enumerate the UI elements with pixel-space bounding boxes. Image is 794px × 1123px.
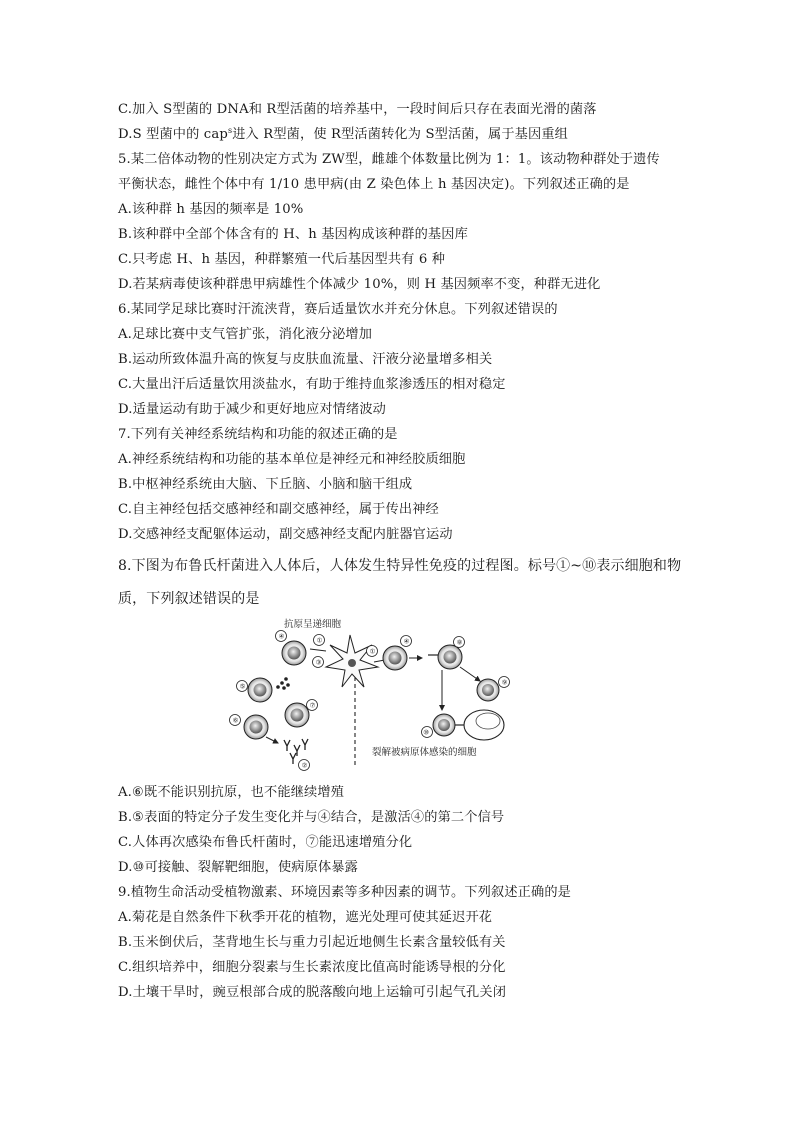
marker-6-text: ⑥: [232, 716, 239, 725]
marker-8-text: ⑧: [456, 638, 463, 647]
q6-option-c: C.大量出汗后适量饮用淡盐水，有助于维持血浆渗透压的相对稳定: [118, 377, 506, 392]
target-cell: [464, 710, 504, 740]
cell-5: [248, 678, 272, 702]
cell-4-left: [282, 641, 306, 665]
marker-9-text: ⑨: [501, 678, 508, 687]
q5-option-a: A.该种群 h 基因的频率是 10%: [118, 202, 304, 217]
q8-option-b: B.⑤表面的特定分子发生变化并与④结合，是激活④的第二个信号: [118, 810, 505, 825]
target-label: 裂解被病原体感染的细胞: [372, 747, 477, 758]
apc-cell: [326, 635, 378, 687]
q6-option-d: D.适量运动有助于减少和更好地应对情绪波动: [118, 402, 387, 417]
q8-stem-line1: 8.下图为布鲁氏杆菌进入人体后，人体发生特异性免疫的过程图。标号①~⑩表示细胞和物: [118, 558, 682, 574]
q8-stem-line2: 质，下列叙述错误的是: [118, 591, 260, 607]
q5-stem-line1: 5.某二倍体动物的性别决定方式为 ZW型，雌雄个体数量比例为 1：1。该动物种群处于遗传: [118, 152, 660, 167]
cell-4-right: [383, 646, 407, 670]
cell-10: [433, 714, 455, 736]
q6-option-a: A.足球比赛中支气管扩张，消化液分泌增加: [118, 327, 373, 342]
marker-2-text: ②: [301, 761, 308, 770]
q8-option-c: C.人体再次感染布鲁氏杆菌时，⑦能迅速增殖分化: [118, 835, 413, 850]
marker-1-top-text: ①: [316, 636, 323, 645]
cell-7: [285, 703, 309, 727]
arrow-8-9: [460, 667, 480, 681]
q9-option-d: D.土壤干旱时，豌豆根部合成的脱落酸向地上运输可引起气孔关闭: [118, 985, 507, 1000]
q6-option-b: B.运动所致体温升高的恢复与皮肤血流量、汗液分泌量增多相关: [118, 352, 493, 367]
q7-stem: 7.下列有关神经系统结构和功能的叙述正确的是: [118, 427, 398, 442]
marker-3-text: ③: [315, 658, 322, 667]
q7-option-d: D.交感神经支配躯体运动，副交感神经支配内脏器官运动: [118, 527, 453, 542]
immune-process-diagram: [222, 615, 542, 780]
q5-option-c: C.只考虑 H、h 基因，种群繁殖一代后基因型共有 6 种: [118, 252, 446, 267]
q7-option-c: C.自主神经包括交感神经和副交感神经，属于传出神经: [118, 502, 439, 517]
q4-option-d-after: 进入 R型菌，使 R型活菌转化为 S型活菌，属于基因重组: [232, 127, 569, 142]
cell-6: [244, 715, 268, 739]
marker-4-left-text: ④: [278, 632, 285, 641]
link-4-apc: [310, 649, 326, 651]
marker-1-right-text: ①: [369, 647, 376, 656]
q8-option-d: D.⑩可接触、裂解靶细胞，使病原体暴露: [118, 860, 358, 875]
q5-option-d: D.若某病毒使该种群患甲病雄性个体减少 10%，则 H 基因频率不变，种群无进化: [118, 277, 601, 292]
marker-10-text: ⑩: [423, 728, 430, 737]
q9-option-c: C.组织培养中，细胞分裂素与生长素浓度比值高时能诱导根的分化: [118, 960, 506, 975]
q5-option-b: B.该种群中全部个体含有的 H、h 基因构成该种群的基因库: [118, 227, 468, 242]
q9-option-a: A.菊花是自然条件下秋季开花的植物，遮光处理可使其延迟开花: [118, 910, 493, 925]
q5-stem-line2: 平衡状态，雌性个体中有 1/10 患甲病(由 Z 染色体上 h 基因决定)。下列叙述正确的是: [118, 177, 630, 192]
cell-8: [438, 645, 462, 669]
q4-option-d-sup: s: [227, 126, 233, 135]
q9-option-b: B.玉米倒伏后，茎背地生长与重力引起近地侧生长素含量较低有关: [118, 935, 506, 950]
q7-option-b: B.中枢神经系统由大脑、下丘脑、小脑和脑干组成: [118, 477, 413, 492]
q8-option-a: A.⑥既不能识别抗原，也不能继续增殖: [118, 785, 345, 800]
q4-option-c: C.加入 S型菌的 DNA和 R型活菌的培养基中，一段时间后只存在表面光滑的菌落: [118, 102, 597, 117]
q6-stem: 6.某同学足球比赛时汗流浃背，赛后适量饮水并充分休息。下列叙述错误的: [118, 302, 558, 317]
marker-4-right-text: ④: [403, 637, 410, 646]
marker-7-text: ⑦: [309, 701, 316, 710]
immune-diagram-svg: [222, 615, 542, 780]
apc-label: 抗原呈递细胞: [284, 619, 342, 630]
q4-option-d-before: D.S 型菌中的 cap: [118, 127, 228, 142]
marker-5-text: ⑤: [239, 682, 246, 691]
antigen-dots: [276, 677, 290, 690]
q7-option-a: A.神经系统结构和功能的基本单位是神经元和神经胶质细胞: [118, 452, 466, 467]
q9-stem: 9.植物生命活动受植物激素、环境因素等多种因素的调节。下列叙述正确的是: [118, 885, 572, 900]
cell-9: [477, 679, 499, 701]
arrow-6-antibody: [266, 737, 278, 743]
q4-option-d: [118, 125, 683, 144]
